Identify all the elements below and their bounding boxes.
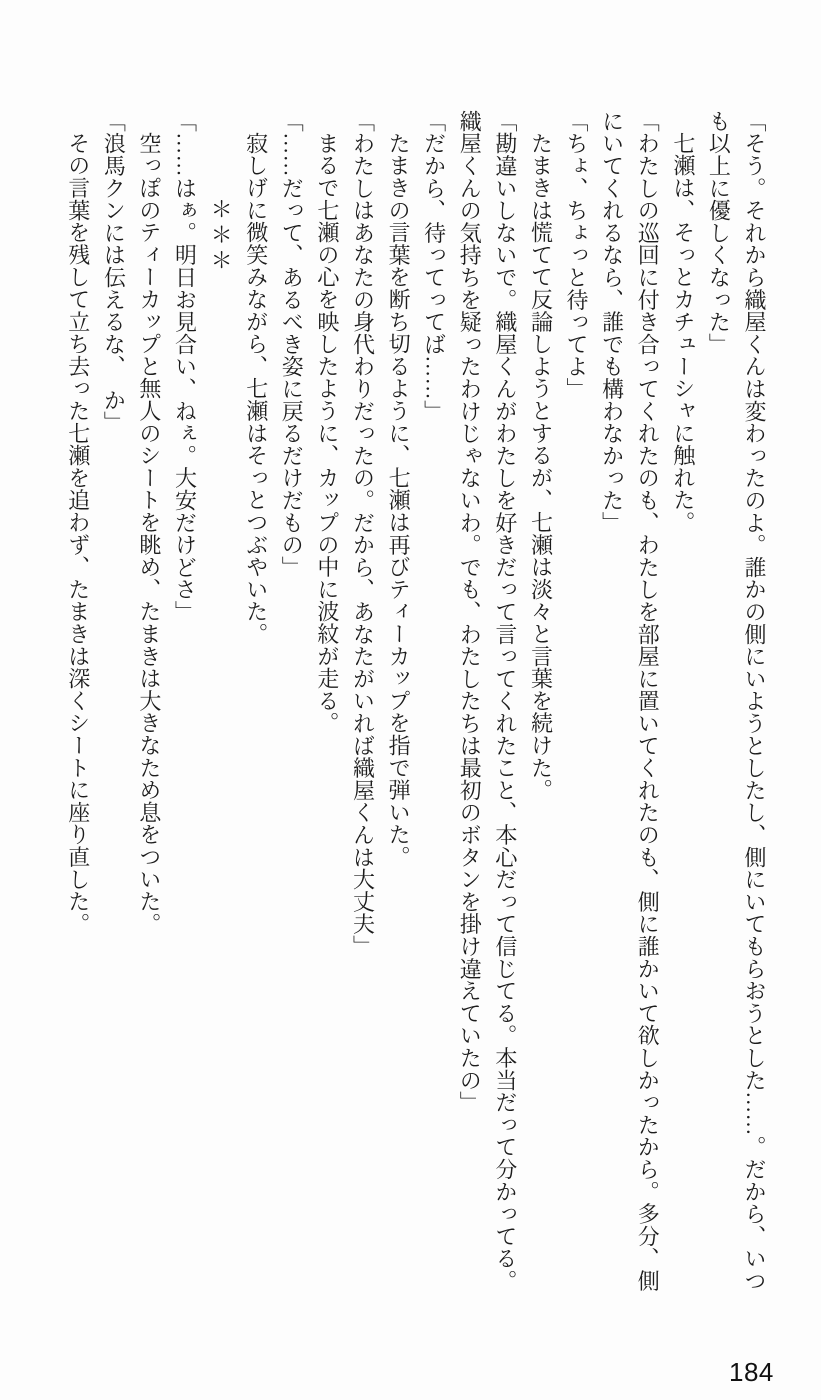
- paragraph-dialogue: 「わたしの巡回に付き合ってくれたのも、わたしを部屋に置いてくれたのも、側に誰かいて欲しかったから。多分、側にいてくれるなら、誰でも構わなかった」: [599, 110, 661, 1292]
- paragraph-dialogue: 「浪馬クンには伝えるな、 か」: [101, 110, 127, 434]
- paragraph-dialogue: 「勘違いしないで。織屋くんがわたしを好きだって言ってくれたこと、本心だって信じてる。本当だって分かってる。織屋くんの気持ちを疑ったわけじゃないわ。でも、わたしたちは最初のボタンを掛け違えていたの」: [457, 110, 518, 1292]
- paragraph-narration: 七瀬は、そっとカチューシャに触れた。: [670, 132, 696, 534]
- paragraph-narration: その言葉を残して立ち去った七瀬を追わず、たまきは深くシートに座り直した。: [65, 132, 91, 935]
- paragraph-narration: たまきの言葉を断ち切るように、七瀬は再びティーカップを指で弾いた。: [386, 132, 412, 868]
- paragraph-dialogue: 「だから、待ってってば……」: [421, 110, 447, 423]
- section-break: ＊＊＊: [208, 198, 234, 275]
- paragraph-dialogue: 「……はぁ。明日お見合い、ねぇ。大安だけどさ」: [172, 110, 198, 623]
- paragraph-dialogue: 「わたしはあなたの身代わりだったの。だから、あなたがいれば織屋くんは大丈夫」: [350, 110, 376, 958]
- paragraph-dialogue: 「そう。それから織屋くんは変わったのよ。誰かの側にいようとしたし、側にいてもらおうとした……。だから、いつも以上に優しくなった」: [706, 110, 767, 1292]
- vertical-text-area: [60, 110, 772, 1302]
- paragraph-narration: 寂しげに微笑みながら、七瀬はそっとつぶやいた。: [243, 132, 269, 645]
- paragraph-narration: 空っぽのティーカップと無人のシートを眺め、たまきは大きなため息をついた。: [136, 132, 162, 935]
- paragraph-narration: まるで七瀬の心を映したように、カップの中に波紋が走る。: [314, 132, 340, 735]
- page-number: 184: [729, 1357, 774, 1387]
- paragraph-narration: たまきは慌てて反論しようとするが、七瀬は淡々と言葉を続けた。: [528, 132, 554, 801]
- paragraph-dialogue: 「ちょ、ちょっと待ってよ」: [564, 110, 590, 400]
- paragraph-dialogue: 「……だって、あるべき姿に戻るだけだもの」: [279, 110, 305, 579]
